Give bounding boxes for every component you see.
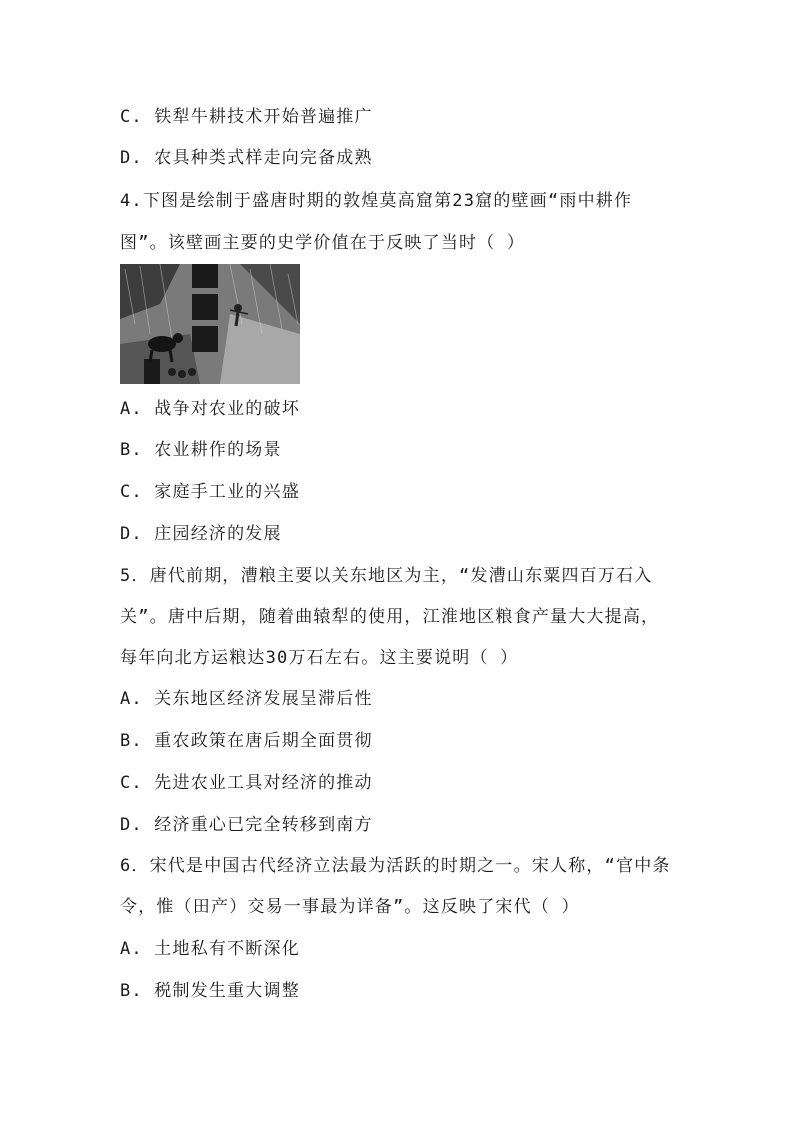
option-5c: C. 先进农业工具对经济的推动 xyxy=(120,773,373,793)
option-5d: D. 经济重心已完全转移到南方 xyxy=(120,815,373,835)
question-5-line-2: 关”。唐中后期，随着曲辕犁的使用，江淮地区粮食产量大大提高， xyxy=(120,607,660,627)
option-4b: B. 农业耕作的场景 xyxy=(120,440,282,460)
option-5b: B. 重农政策在唐后期全面贯彻 xyxy=(120,731,373,751)
question-6-line-2: 令，惟（田产）交易一事最为详备”。这反映了宋代（ ） xyxy=(120,897,580,917)
option-3d: D. 农具种类式样走向完备成熟 xyxy=(120,148,373,168)
option-6a: A. 土地私有不断深化 xyxy=(120,939,300,959)
option-5a: A. 关东地区经济发展呈滞后性 xyxy=(120,689,373,709)
option-6b: B. 税制发生重大调整 xyxy=(120,981,300,1001)
fresco-image xyxy=(120,264,300,384)
question-5-line-3: 每年向北方运粮达30万石左右。这主要说明（ ） xyxy=(120,648,519,668)
question-4-line-2: 图”。该壁画主要的史学价值在于反映了当时（ ） xyxy=(120,233,526,253)
option-4d: D. 庄园经济的发展 xyxy=(120,524,282,544)
question-6-line-1: 6．宋代是中国古代经济立法最为活跃的时期之一。宋人称，“官中条 xyxy=(120,856,671,876)
option-3c: C. 铁犁牛耕技术开始普遍推广 xyxy=(120,107,373,127)
fresco-drawing xyxy=(120,264,300,384)
question-4-line-1: 4.下图是绘制于盛唐时期的敦煌莫高窟第23窟的壁画“雨中耕作 xyxy=(120,191,633,211)
option-4c: C. 家庭手工业的兴盛 xyxy=(120,482,300,502)
option-4a: A. 战争对农业的破坏 xyxy=(120,399,300,419)
question-5-line-1: 5．唐代前期，漕粮主要以关东地区为主，“发漕山东粟四百万石入 xyxy=(120,566,653,586)
